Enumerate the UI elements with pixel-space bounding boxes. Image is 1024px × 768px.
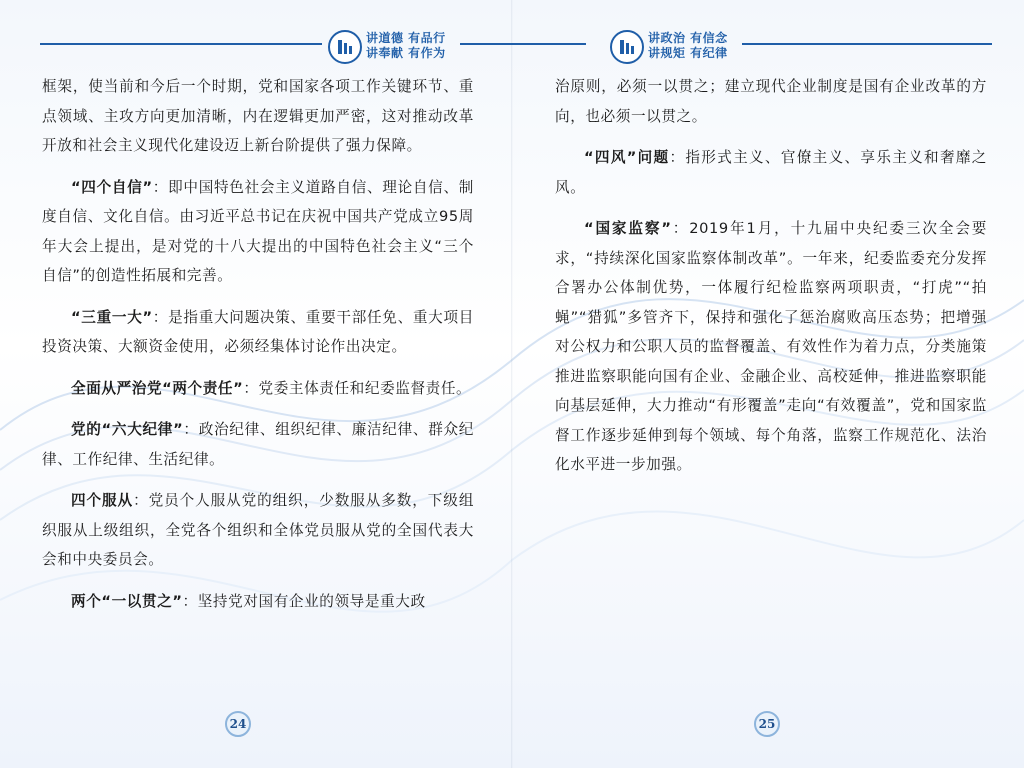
term-heading: 全面从严治党“两个责任” [71,379,244,397]
term-heading: 四个服从 [71,492,134,509]
paragraph [42,374,474,404]
paragraph-text: ：是指重大问题决策、重要干部任免、重大项目投资决策、大额资金使用，必须经集体讨论作出决定。 [42,308,474,355]
paragraph [555,143,987,202]
right-page [512,0,1024,768]
term-heading: 党的“六大纪律” [71,421,184,438]
paragraph-text: ：2019年1月，十九届中央纪委三次全会要求，“持续深化国家监察体制改革”。一年来，纪委监委充分发挥合署办公体制优势，一体履行纪检监察两项职责，“打虎”“拍蝇”“猎狐”多管齐下，保持和强化了惩治腐败高压态势；把增强对公权力和公职人员的监督覆盖、有效性作为着力点，分类施策推进监察职能向国有企业、金融企业、高校延伸，推进监察职能向基层延伸，大力推动“有形覆盖”走向“有效覆盖”，党和国家监督工作逐步延伸到每个领域、每个角落，监察工作规范化、法治化水平进一步加强。 [555,220,987,473]
paragraph-text: 框架，使当前和今后一个时期，党和国家各项工作关键环节、重点领域、主攻方向更加清晰，内在逻辑更加严密，这对推动改革开放和社会主义现代化建设迈上新台阶提供了强力保障。 [42,78,474,154]
page-number: 25 [754,711,780,737]
header-slogan [648,31,728,61]
paragraph-text: ：即中国特色社会主义道路自信、理论自信、制度自信、文化自信。由习近平总书记在庆祝中国共产党成立95周年大会上提出，是对党的十八大提出的中国特色社会主义“三个自信”的创造性拓展和完善。 [42,178,474,284]
term-heading: 两个“一以贯之” [71,592,183,610]
paragraph-text: ：指形式主义、官僚主义、享乐主义和奢靡之风。 [555,149,987,196]
header-slogan [366,31,446,61]
paragraph [42,486,474,575]
paragraph [555,72,987,131]
paragraph [42,303,474,362]
right-page-header [552,31,992,74]
header-rule [40,43,322,45]
party-emblem-icon [610,30,644,64]
paragraph [42,587,474,617]
left-page-header [40,31,472,74]
paragraph-text: 治原则，必须一以贯之；建立现代企业制度是国有企业改革的方向，也必须一以贯之。 [555,78,987,125]
slogan-line-1: 讲政治 有信念 [648,31,728,45]
paragraph [42,173,474,291]
slogan-line-1: 讲道德 有品行 [366,31,446,45]
paragraph-text: ：党员个人服从党的组织，少数服从多数，下级组织服从上级组织，全党各个组织和全体党员服从党的全国代表大会和中央委员会。 [42,492,475,568]
term-heading: “四个自信” [71,178,153,196]
party-emblem-icon [328,30,362,64]
right-page-body [555,72,987,492]
left-page-body [42,72,474,628]
slogan-line-2: 讲规矩 有纪律 [648,46,728,60]
term-heading: “四风”问题 [584,149,670,166]
paragraph [42,415,474,474]
paragraph [42,72,474,161]
header-rule [512,43,586,45]
paragraph-text: ：政治纪律、组织纪律、廉洁纪律、群众纪律、工作纪律、生活纪律。 [42,421,475,468]
slogan-line-2: 讲奉献 有作为 [366,46,446,60]
page-number: 24 [225,711,251,737]
header-rule [460,43,512,45]
paragraph [555,214,987,480]
paragraph-text: ：坚持党对国有企业的领导是重大政 [182,592,426,610]
term-heading: “三重一大” [71,308,153,326]
term-heading: “国家监察” [584,220,672,237]
header-rule [742,43,992,45]
paragraph-text: ：党委主体责任和纪委监督责任。 [243,379,472,397]
